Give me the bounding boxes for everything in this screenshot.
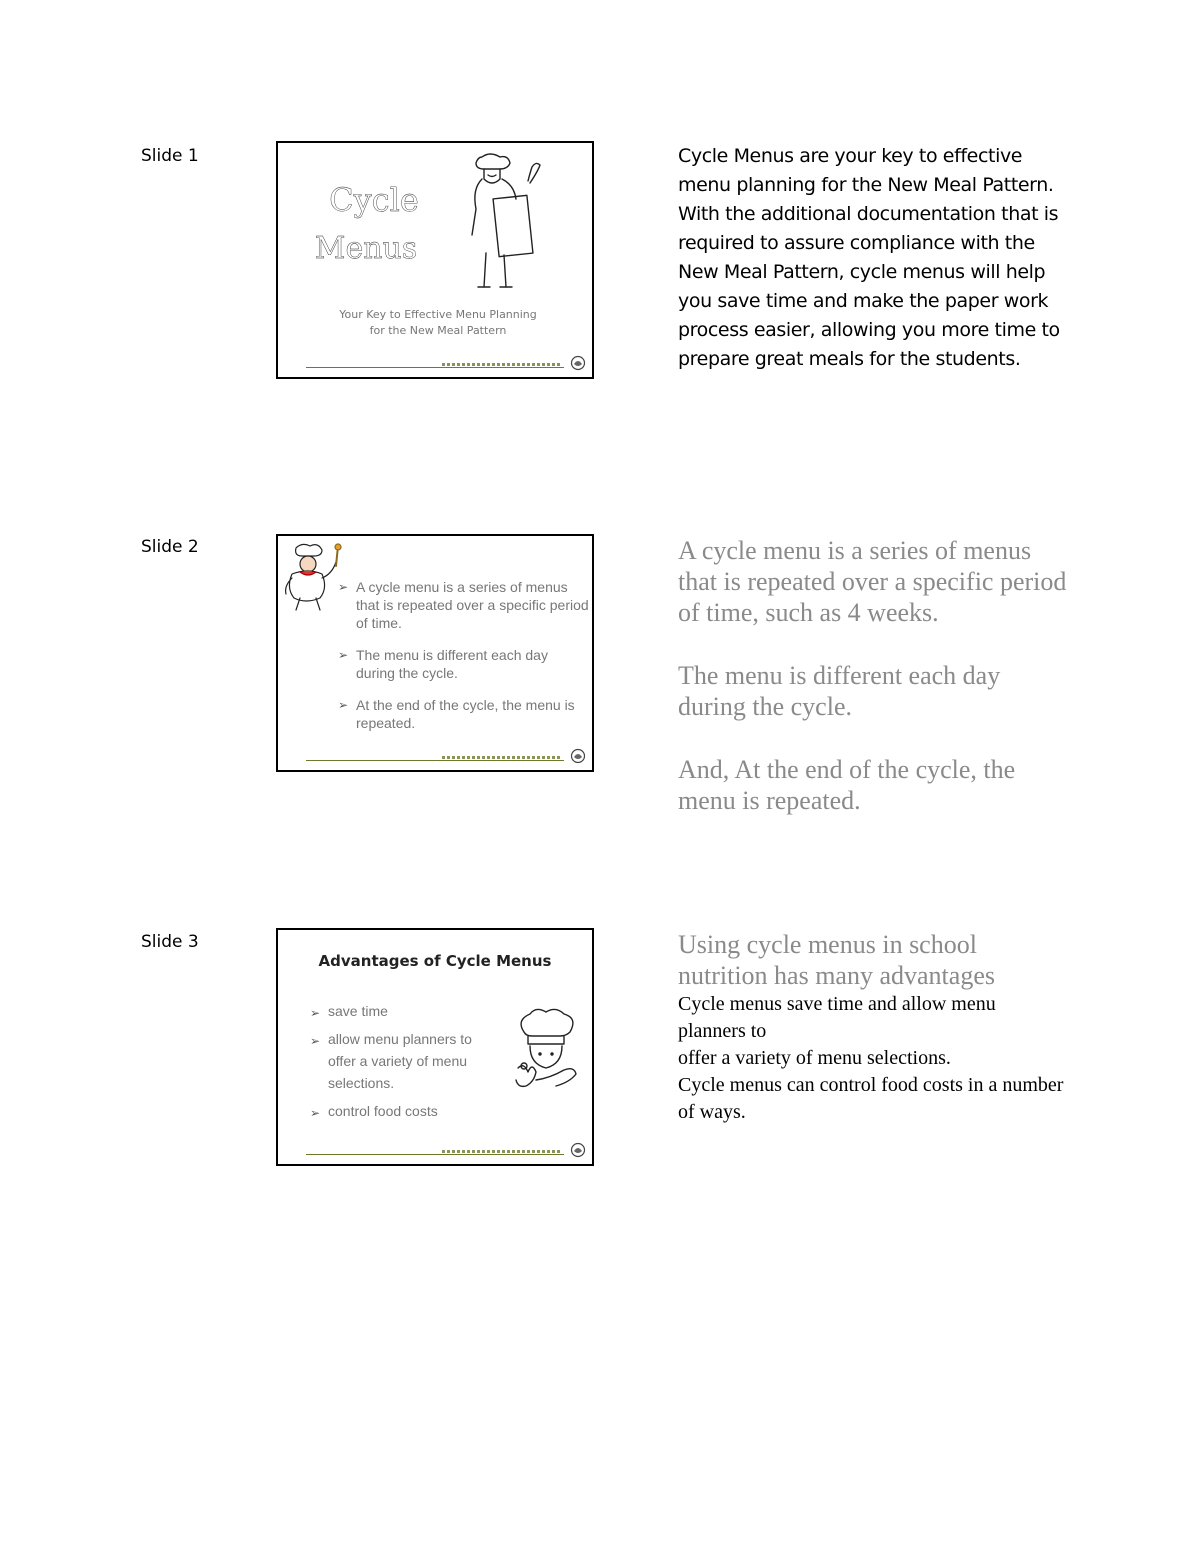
slide-1-title-line2: Menus — [314, 231, 418, 266]
list-item: ➢ At the end of the cycle, the menu is repeated. — [338, 697, 575, 731]
logo-icon — [570, 1142, 586, 1158]
slide-3-bullets — [310, 1000, 500, 1122]
list-item: ➢ A cycle menu is a series of menus that is repeated over a specific period of time. — [338, 579, 589, 631]
chef-with-menu-board-icon — [460, 153, 550, 293]
arrowhead-bullet-icon: ➢ — [310, 1006, 321, 1020]
notes-paragraph: A cycle menu is a series of menus that is repeated over a specific period of time, such as 4 weeks. — [678, 536, 1067, 627]
arrowhead-bullet-icon: ➢ — [310, 1034, 321, 1048]
footer-text-line — [442, 363, 562, 366]
slide-2-notes — [678, 535, 1068, 848]
slide-2-bullets — [338, 578, 590, 732]
notes-line: Cycle menus save time and allow menu planners to — [678, 993, 996, 1042]
arrowhead-bullet-icon: ➢ — [310, 1106, 321, 1120]
slide-3-thumbnail[interactable] — [276, 928, 594, 1166]
notes-paragraph: And, At the end of the cycle, the menu is repeated. — [678, 755, 1016, 815]
arrowhead-bullet-icon: ➢ — [338, 580, 349, 594]
logo-icon — [570, 355, 586, 371]
footer-text-line — [442, 1150, 562, 1153]
slide-1-subtitle: Your Key to Effective Menu Planning for the New Meal Pattern — [339, 308, 537, 337]
list-item: ➢ control food costs — [310, 1100, 500, 1122]
notes-heading: Using cycle menus in school nutrition has many advantages — [678, 930, 995, 990]
footer-rule — [306, 760, 564, 761]
slide-1-thumbnail[interactable] — [276, 141, 594, 379]
slide-1-title-line1: Cycle — [329, 181, 419, 219]
list-item: ➢ allow menu planners to offer a variety of menu selections. — [310, 1031, 472, 1091]
slide-1-label: Slide 1 — [141, 146, 199, 166]
list-item: ➢ save time — [310, 1000, 500, 1022]
notes-line: offer a variety of menu selections. — [678, 1047, 951, 1069]
arrowhead-bullet-icon: ➢ — [338, 648, 349, 662]
chef-hat-okay-icon — [514, 1006, 580, 1096]
notes-line: Cycle menus can control food costs in a number of ways. — [678, 1074, 1064, 1123]
notes-paragraph: The menu is different each day during the cycle. — [678, 661, 1001, 721]
slide-2-thumbnail[interactable] — [276, 534, 594, 772]
arrowhead-bullet-icon: ➢ — [338, 698, 349, 712]
slide-3-label: Slide 3 — [141, 932, 199, 952]
logo-icon — [570, 748, 586, 764]
slide-2-label: Slide 2 — [141, 537, 199, 557]
list-item: ➢ The menu is different each day during the cycle. — [338, 647, 548, 681]
footer-text-line — [442, 756, 562, 759]
footer-rule — [306, 1154, 564, 1155]
slide-1-notes: Cycle Menus are your key to effective menu planning for the New Meal Pattern. With the additional documentation that is required to assure compliance with the New Meal Pattern, cycle menus will help you save time and make the paper work process easier, allowing you more time to prepare great meals for the students. — [678, 145, 1060, 370]
slide-3-heading: Advantages of Cycle Menus — [318, 952, 552, 970]
slide-3-notes — [678, 929, 1068, 1126]
footer-rule — [306, 367, 564, 368]
